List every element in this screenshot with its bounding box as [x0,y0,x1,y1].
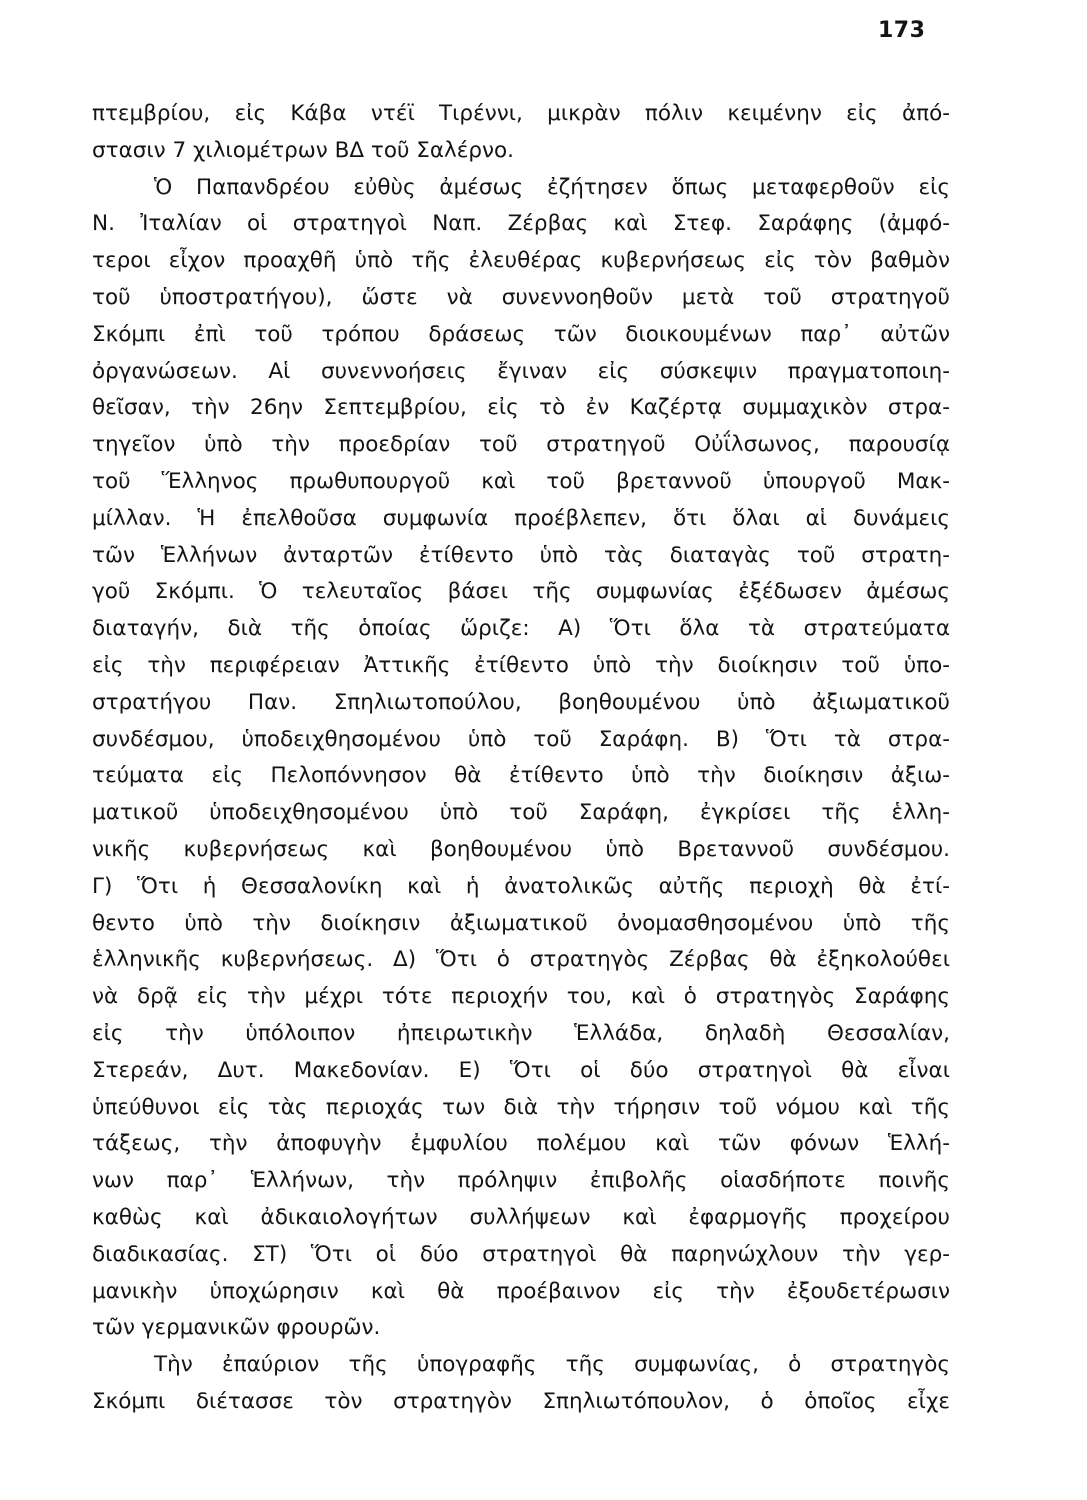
text-line: Σκόμπι ἐπὶ τοῦ τρόπου δράσεως τῶν διοικουμένων παρ᾽ αὐτῶν [92,321,950,347]
text-line: τῶν γερμανικῶν φρουρῶν. [92,1315,381,1341]
text-line: τῶν Ἑλλήνων ἀνταρτῶν ἐτίθεντο ὑπὸ τὰς διαταγὰς τοῦ στρατη- [92,542,950,568]
text-line: ἑλληνικῆς κυβερνήσεως. Δ) Ὅτι ὁ στρατηγὸς Ζέρβας θὰ ἐξηκολούθει [92,947,950,973]
text-line: θεῖσαν, τὴν 26ην Σεπτεμβρίου, εἰς τὸ ἐν Καζέρτᾳ συμμαχικὸν στρα- [92,395,950,421]
text-line: συνδέσμου, ὑποδειχθησομένου ὑπὸ τοῦ Σαράφη. Β) Ὅτι τὰ στρα- [92,726,950,752]
text-line: ματικοῦ ὑποδειχθησομένου ὑπὸ τοῦ Σαράφη, ἐγκρίσει τῆς ἑλλη- [92,800,950,826]
text-line: τοῦ Ἕλληνος πρωθυπουργοῦ καὶ τοῦ βρεταννοῦ ὑπουργοῦ Μακ- [92,468,950,494]
text-line: μανικὴν ὑποχώρησιν καὶ θὰ προέβαινον εἰς τὴν ἐξουδετέρωσιν [92,1278,950,1304]
text-line: Ν. Ἰταλίαν οἱ στρατηγοὶ Ναπ. Ζέρβας καὶ Στεφ. Σαράφης (ἀμφό- [92,211,950,237]
text-line: ὑπεύθυνοι εἰς τὰς περιοχάς των διὰ τὴν τήρησιν τοῦ νόμου καὶ τῆς [92,1094,950,1120]
text-line: Γ) Ὅτι ἡ Θεσσαλονίκη καὶ ἡ ἀνατολικῶς αὐτῆς περιοχὴ θὰ ἐτί- [92,873,950,899]
page-number: 173 [878,18,926,43]
text-line: τάξεως, τὴν ἀποφυγὴν ἐμφυλίου πολέμου καὶ τῶν φόνων Ἑλλή- [92,1131,950,1157]
text-line: θεντο ὑπὸ τὴν διοίκησιν ἀξιωματικοῦ ὀνομασθησομένου ὑπὸ τῆς [92,910,950,936]
text-line: τεύματα εἰς Πελοπόννησον θὰ ἐτίθεντο ὑπὸ τὴν διοίκησιν ἀξιω- [92,763,950,789]
text-line: στασιν 7 χιλιομέτρων ΒΔ τοῦ Σαλέρνο. [92,137,515,163]
text-line: μίλλαν. Ἡ ἐπελθοῦσα συμφωνία προέβλεπεν, ὅτι ὅλαι αἱ δυνάμεις [92,505,950,531]
text-line: Ὁ Παπανδρέου εὐθὺς ἀμέσως ἐζήτησεν ὅπως μεταφερθοῦν εἰς [154,174,950,200]
text-line: ὀργανώσεων. Αἱ συνεννοήσεις ἔγιναν εἰς σύσκεψιν πραγματοποιη- [92,358,950,384]
text-line: τοῦ ὑποστρατήγου), ὥστε νὰ συνεννοηθοῦν μετὰ τοῦ στρατηγοῦ [92,284,950,310]
text-line: νὰ δρᾷ εἰς τὴν μέχρι τότε περιοχήν του, καὶ ὁ στρατηγὸς Σαράφης [92,984,950,1010]
text-line: νικῆς κυβερνήσεως καὶ βοηθουμένου ὑπὸ Βρεταννοῦ συνδέσμου. [92,836,950,862]
body-text [92,96,950,1421]
text-line: διαδικασίας. ΣΤ) Ὅτι οἱ δύο στρατηγοὶ θὰ παρηνώχλουν τὴν γερ- [92,1241,950,1267]
text-line: καθὼς καὶ ἀδικαιολογήτων συλλήψεων καὶ ἐφαρμογῆς προχείρου [92,1204,950,1230]
text-line: τεροι εἶχον προαχθῆ ὑπὸ τῆς ἐλευθέρας κυβερνήσεως εἰς τὸν βαθμὸν [92,248,950,274]
text-line: Τὴν ἐπαύριον τῆς ὑπογραφῆς τῆς συμφωνίας, ὁ στρατηγὸς [154,1352,950,1378]
text-line: νων παρ᾽ Ἑλλήνων, τὴν πρόληψιν ἐπιβολῆς οἱασδήποτε ποινῆς [92,1168,950,1194]
text-line: τηγεῖον ὑπὸ τὴν προεδρίαν τοῦ στρατηγοῦ Οὐΐλσωνος, παρουσίᾳ [92,432,950,458]
text-line: εἰς τὴν περιφέρειαν Ἀττικῆς ἐτίθεντο ὑπὸ τὴν διοίκησιν τοῦ ὑπο- [92,652,950,678]
text-line: εἰς τὴν ὑπόλοιπον ἠπειρωτικὴν Ἑλλάδα, δηλαδὴ Θεσσαλίαν, [92,1020,950,1046]
text-line: στρατήγου Παν. Σπηλιωτοπούλου, βοηθουμένου ὑπὸ ἀξιωματικοῦ [92,689,950,715]
text-line: Στερεάν, Δυτ. Μακεδονίαν. Ε) Ὅτι οἱ δύο στρατηγοὶ θὰ εἶναι [92,1057,950,1083]
text-line: γοῦ Σκόμπι. Ὁ τελευταῖος βάσει τῆς συμφωνίας ἐξέδωσεν ἀμέσως [92,579,950,605]
text-line: διαταγήν, διὰ τῆς ὁποίας ὥριζε: Α) Ὅτι ὅλα τὰ στρατεύματα [92,616,950,642]
text-line: Σκόμπι διέτασσε τὸν στρατηγὸν Σπηλιωτόπουλον, ὁ ὁποῖος εἶχε [92,1388,950,1414]
text-line: πτεμβρίου, εἰς Κάβα ντέϊ Τιρέννι, μικρὰν πόλιν κειμένην εἰς ἀπό- [92,101,950,126]
